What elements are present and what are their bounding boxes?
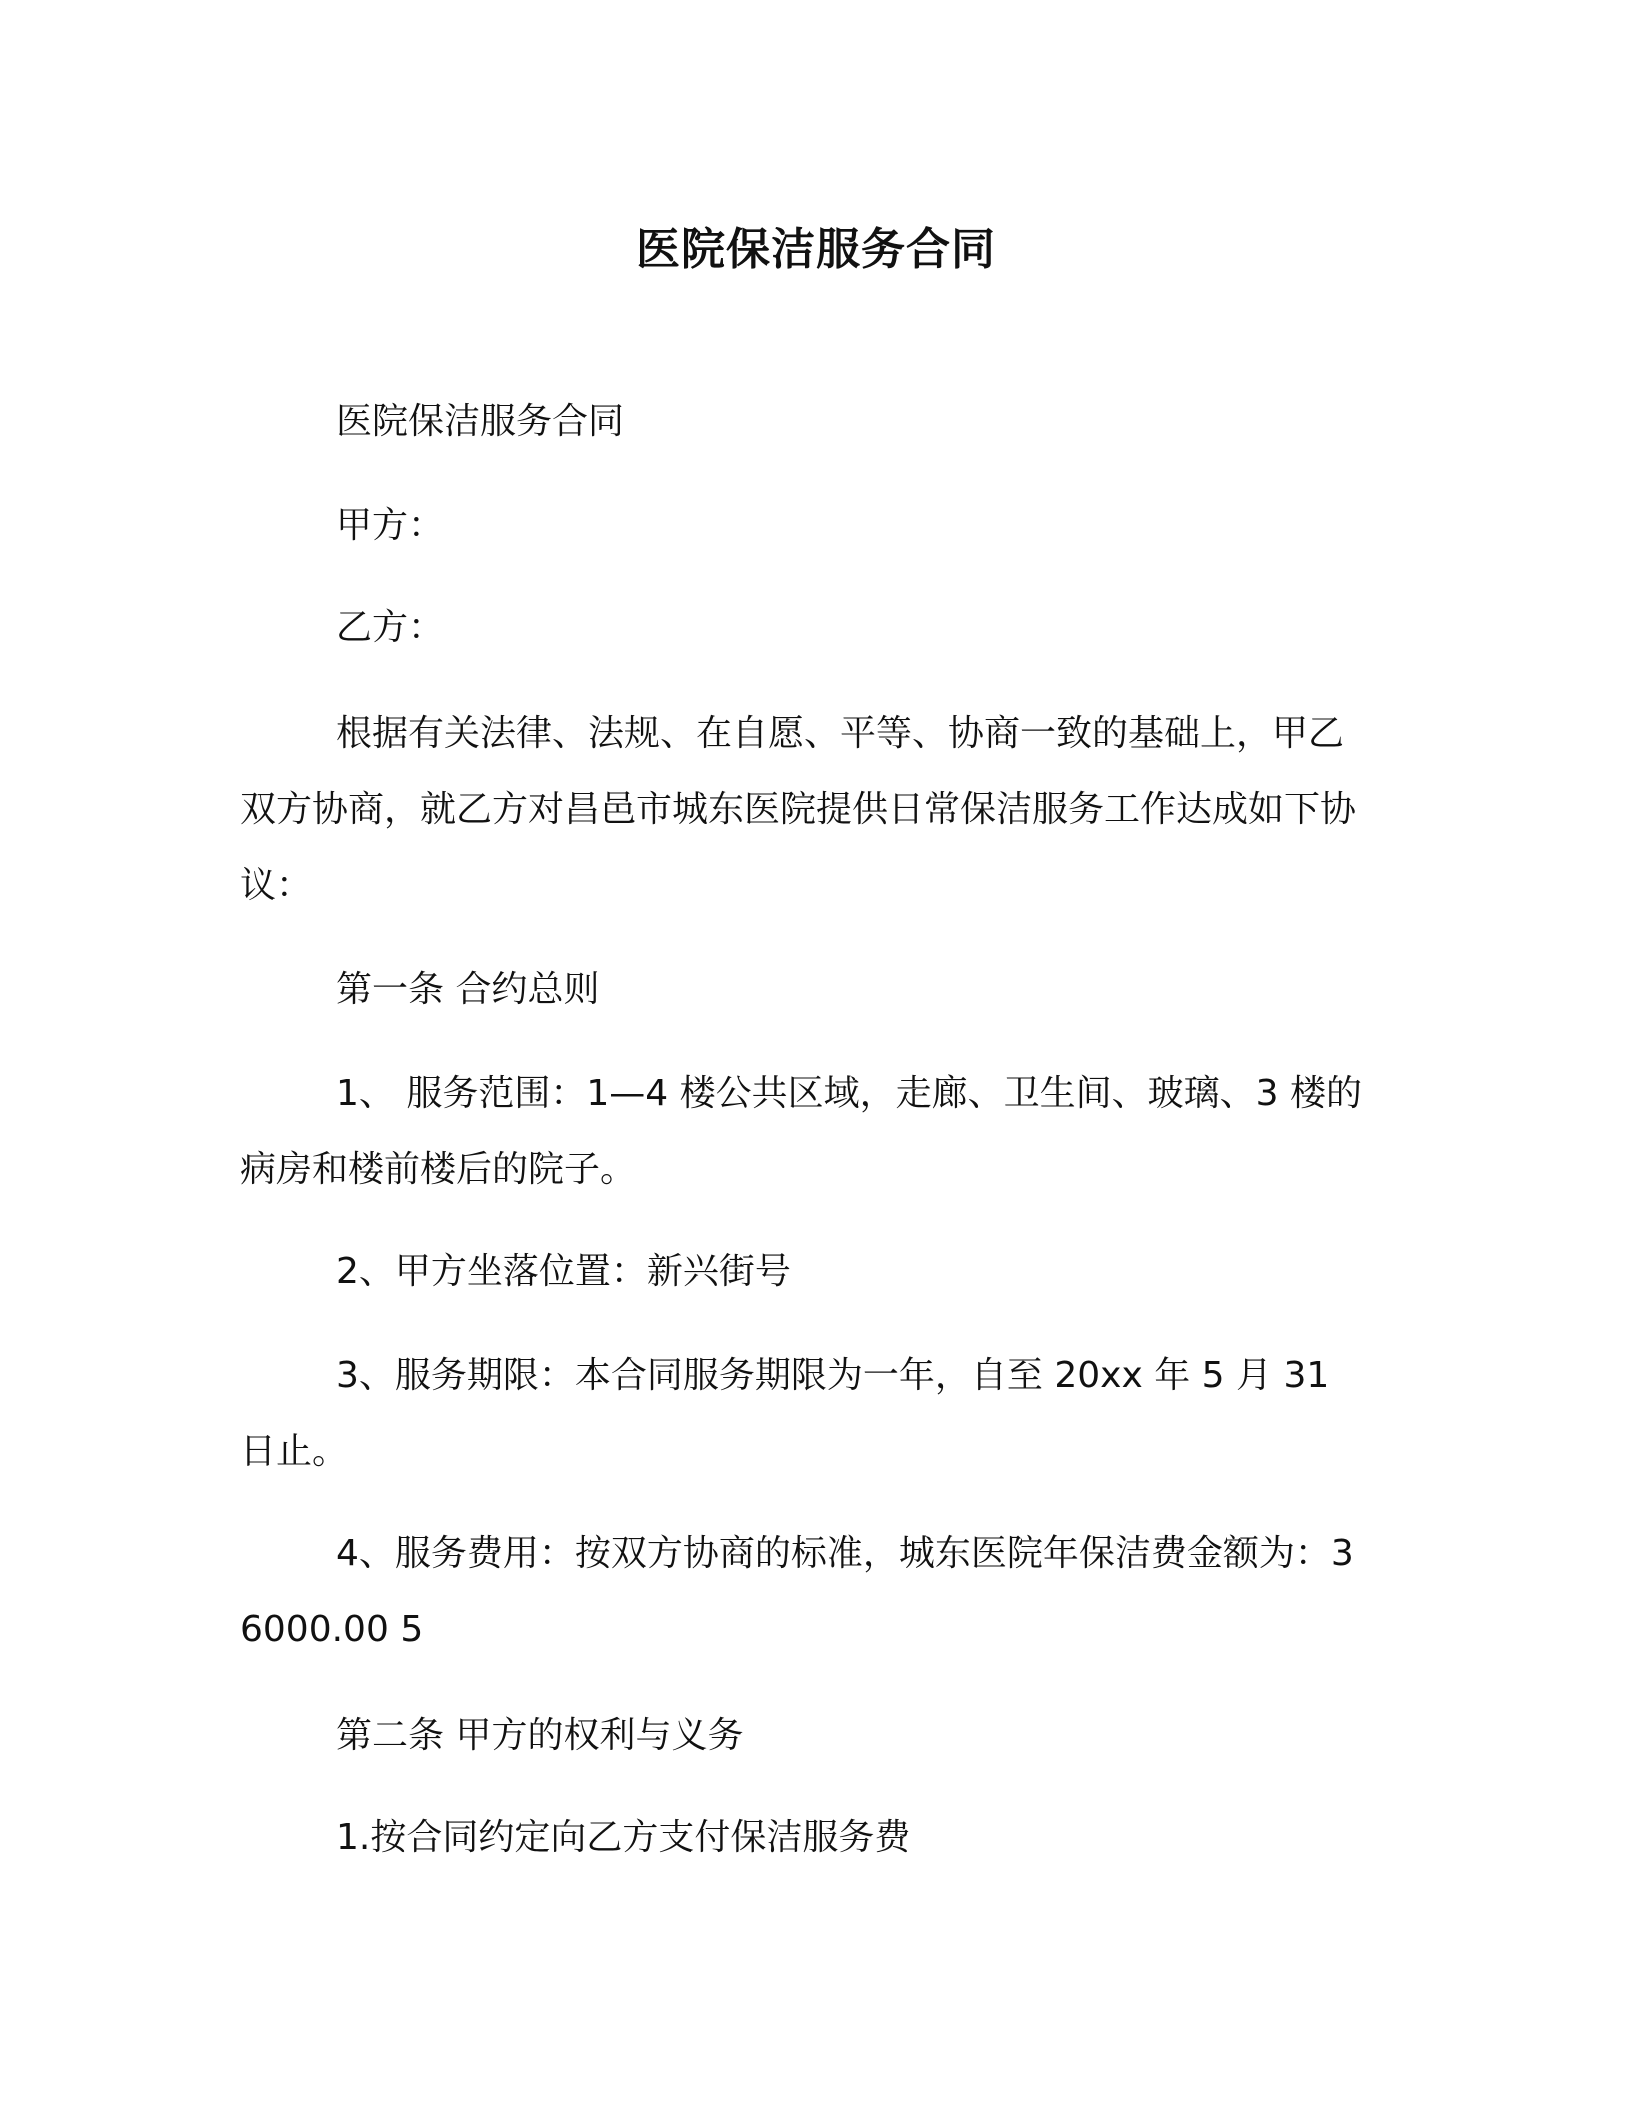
article-2-heading: 第二条 甲方的权利与义务	[336, 1715, 744, 1756]
party-b-line: 乙方：	[336, 607, 445, 648]
article-1-heading: 第一条 合约总则	[336, 969, 600, 1010]
article-2-item-1: 1.按合同约定向乙方支付保洁服务费	[336, 1817, 911, 1858]
clause-4-paragraph: 4、服务费用：按双方协商的标准，城东医院年保洁费金额为：36000.00 5	[240, 1533, 1354, 1650]
party-a-line: 甲方：	[336, 505, 445, 546]
clause-3-paragraph: 3、服务期限：本合同服务期限为一年，自至 20xx 年 5 月 31 日止。	[240, 1355, 1330, 1472]
document-title: 医院保洁服务合同	[636, 224, 996, 275]
clause-2-paragraph: 2、甲方坐落位置：新兴街号	[336, 1251, 791, 1292]
contract-name-line: 医院保洁服务合同	[336, 401, 625, 442]
intro-paragraph: 根据有关法律、法规、在自愿、平等、协商一致的基础上，甲乙双方协商，就乙方对昌邑市城东医院提供日常保洁服务工作达成如下协议：	[240, 713, 1357, 906]
clause-1-paragraph: 1、 服务范围：1—4 楼公共区域，走廊、卫生间、玻璃、3 楼的病房和楼前楼后的院子。	[240, 1073, 1362, 1190]
